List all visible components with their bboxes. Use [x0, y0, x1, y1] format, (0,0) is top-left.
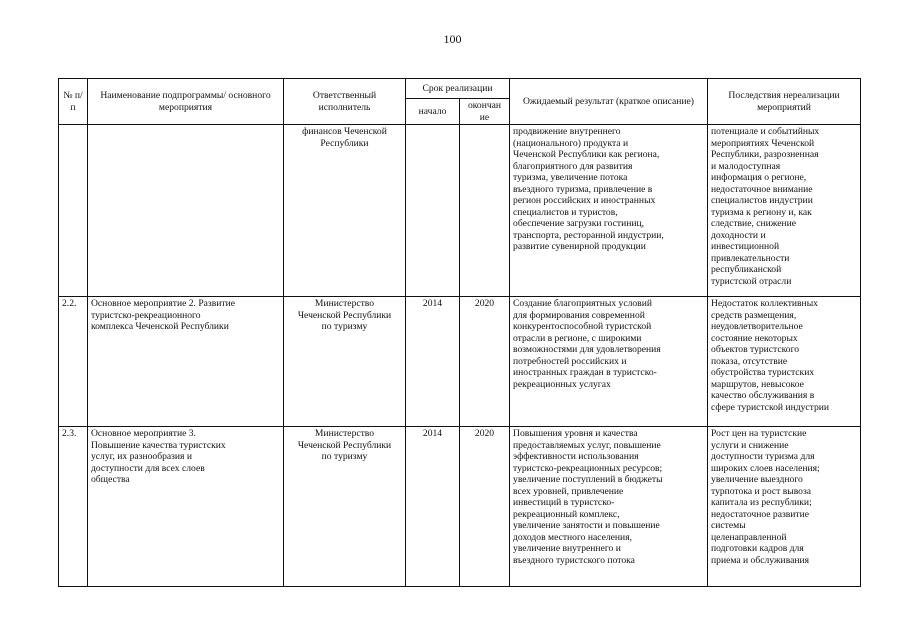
non-implementation-consequences-line: обустройства туристских — [711, 367, 815, 378]
non-implementation-consequences-line: состояние некоторых — [711, 332, 798, 344]
expected-result-line: въездного туризма, привлечение в — [513, 183, 653, 195]
expected-result-line: Чеченской Республики как региона, — [513, 149, 660, 160]
non-implementation-consequences-line: информация о регионе, — [711, 172, 807, 183]
expected-result-line: продвижение внутреннего — [513, 126, 621, 137]
header-num: № п/п — [59, 79, 88, 125]
expected-result-line: предоставляемых услуг, повышение — [513, 439, 661, 451]
expected-result — [510, 427, 708, 587]
start-year: 2014 — [406, 427, 460, 587]
responsible-executor — [284, 125, 406, 297]
program-table — [58, 78, 861, 587]
activity-name-line: туристско-рекреационного — [91, 309, 201, 321]
responsible-executor-line: по туризму — [321, 451, 368, 462]
non-implementation-consequences-line: качество обслуживания в — [711, 390, 815, 401]
non-implementation-consequences-line: капитала из республики; — [711, 497, 812, 508]
non-implementation-consequences-line: показа, отсутствие — [711, 355, 788, 367]
header-name: Наименование подпрограммы/ основного мероприятия — [88, 79, 284, 125]
expected-result-line: для формирования современной — [513, 309, 645, 321]
row-number: 2.3. — [59, 427, 88, 587]
start-year: 2014 — [406, 297, 460, 427]
page-number: 100 — [443, 32, 462, 46]
expected-result-line: благоприятного для развития — [513, 160, 633, 172]
expected-result-line: развитие сувенирной продукции — [513, 241, 646, 252]
non-implementation-consequences-line: доступности туризма для — [711, 451, 815, 462]
non-implementation-consequences-line: Недостаток коллективных — [711, 298, 818, 309]
expected-result-line: конкурентоспособной туристской — [513, 321, 652, 332]
non-implementation-consequences-line: широких слоев населения; — [711, 462, 820, 474]
non-implementation-consequences-line: средств размещения, — [711, 309, 797, 321]
non-implementation-consequences-line: доходности и — [711, 229, 766, 241]
non-implementation-consequences-line: Рост цен на туристские — [711, 428, 807, 439]
activity-name — [88, 297, 284, 427]
expected-result-line: возможностями для удовлетворения — [513, 344, 661, 355]
expected-result-line: рекреационных услугах — [513, 378, 611, 390]
responsible-executor — [284, 297, 406, 427]
expected-result — [510, 125, 708, 297]
header-result: Ожидаемый результат (краткое описание) — [510, 79, 708, 125]
activity-name-line: доступности для всех слоев — [91, 462, 205, 474]
expected-result-line: регион российских и иностранных — [513, 195, 656, 206]
header-start: начало — [406, 99, 460, 125]
activity-name-line: услуг, их разнообразия и — [91, 451, 192, 462]
expected-result — [510, 297, 708, 427]
responsible-executor-line: Чеченской Республики — [297, 439, 392, 451]
expected-result-line: (национального) продукта и — [513, 137, 629, 149]
expected-result-line: въездного туристского потока — [513, 554, 635, 566]
non-implementation-consequences-line: неудовлетворительное — [711, 321, 803, 332]
non-implementation-consequences-line: инвестиционной — [711, 241, 780, 252]
non-implementation-consequences-line: туристской отрасли — [711, 275, 792, 287]
non-implementation-consequences — [708, 297, 861, 427]
header-term: Срок реализации — [406, 79, 510, 99]
non-implementation-consequences-line: мероприятиях Чеченской — [711, 137, 815, 149]
activity-name — [88, 427, 284, 587]
expected-result-line: эффективности использования — [513, 451, 639, 462]
non-implementation-consequences-line: подготовки кадров для — [711, 543, 804, 554]
expected-result-line: инвестиций в туристско- — [513, 497, 615, 508]
non-implementation-consequences-line: турпотока и рост вывоза — [711, 485, 812, 497]
non-implementation-consequences-line: системы — [711, 520, 746, 531]
expected-result-line: отрасли в регионе, с широкими — [513, 332, 642, 344]
non-implementation-consequences-line: потенциале и событийных — [711, 126, 820, 137]
responsible-executor-line: Чеченской Республики — [297, 309, 392, 321]
activity-name-line: Основное мероприятие 3. — [91, 428, 196, 439]
expected-result-line: Создание благоприятных условий — [513, 298, 652, 309]
activity-name-line: комплекса Чеченской Республики — [91, 321, 229, 332]
non-implementation-consequences-line: Республики, разрозненная — [711, 149, 819, 160]
non-implementation-consequences-line: сфере туристской индустрии — [711, 401, 830, 413]
responsible-executor-line: финансов Чеченской — [302, 126, 387, 137]
non-implementation-consequences-line: услуги и снижение — [711, 439, 789, 451]
non-implementation-consequences-line: увеличение выездного — [711, 474, 803, 485]
activity-name-line: общества — [91, 474, 130, 485]
non-implementation-consequences-line: недостаточное внимание — [711, 183, 813, 195]
expected-result-line: иностранных граждан в туристско- — [513, 367, 657, 378]
non-implementation-consequences — [708, 427, 861, 587]
non-implementation-consequences-line: целенаправленной — [711, 531, 787, 543]
table-row — [59, 125, 861, 297]
end-year: 2020 — [460, 297, 510, 427]
expected-result-line: туристско-рекреационных ресурсов; — [513, 462, 663, 474]
expected-result-line: обеспечение загрузки гостиниц, — [513, 218, 645, 229]
expected-result-line: транспорта, ресторанной индустрии, — [513, 229, 664, 241]
end-year: 2020 — [460, 427, 510, 587]
non-implementation-consequences — [708, 125, 861, 297]
activity-name-line: Повышение качества туристских — [91, 439, 226, 451]
non-implementation-consequences-line: маршрутов, невысокое — [711, 378, 804, 390]
non-implementation-consequences-line: следствие, снижение — [711, 218, 797, 229]
responsible-executor-line: Республики — [320, 137, 369, 149]
header-end: окончан ие — [460, 99, 510, 125]
non-implementation-consequences-line: и малодоступная — [711, 160, 781, 172]
expected-result-line: увеличение поступлений в бюджеты — [513, 474, 663, 485]
expected-result-line: увеличение внутреннего и — [513, 543, 621, 554]
table-row — [59, 427, 861, 587]
expected-result-line: потребностей российских и — [513, 355, 627, 367]
table-body — [59, 125, 861, 587]
activity-name — [88, 125, 284, 297]
end-year — [460, 125, 510, 297]
expected-result-line: Повышения уровня и качества — [513, 428, 638, 439]
expected-result-line: специалистов и туристов, — [513, 206, 618, 218]
header-executor: Ответственный исполнитель — [284, 79, 406, 125]
expected-result-line: всех уровней, привлечение — [513, 485, 624, 497]
responsible-executor-line: Министерство — [314, 428, 375, 439]
expected-result-line: туризма, увеличение потока — [513, 172, 628, 183]
row-number — [59, 125, 88, 297]
row-number: 2.2. — [59, 297, 88, 427]
expected-result-line: увеличение занятости и повышение — [513, 520, 660, 531]
responsible-executor-line: по туризму — [321, 321, 368, 332]
responsible-executor — [284, 427, 406, 587]
table-row — [59, 297, 861, 427]
non-implementation-consequences-line: приема и обслуживания — [711, 554, 810, 566]
activity-name-line: Основное мероприятие 2. Развитие — [91, 298, 235, 309]
non-implementation-consequences-line: привлекательности — [711, 252, 790, 264]
header-consequences: Последствия нереализации мероприятий — [708, 79, 861, 125]
non-implementation-consequences-line: объектов туристского — [711, 344, 800, 355]
expected-result-line: рекреационный комплекс, — [513, 508, 620, 520]
non-implementation-consequences-line: недостаточное развитие — [711, 508, 810, 520]
responsible-executor-line: Министерство — [314, 298, 375, 309]
start-year — [406, 125, 460, 297]
non-implementation-consequences-line: туризма к региону и, как — [711, 206, 812, 218]
non-implementation-consequences-line: республиканской — [711, 264, 782, 275]
non-implementation-consequences-line: специалистов индустрии — [711, 195, 813, 206]
expected-result-line: доходов местного населения, — [513, 531, 633, 543]
